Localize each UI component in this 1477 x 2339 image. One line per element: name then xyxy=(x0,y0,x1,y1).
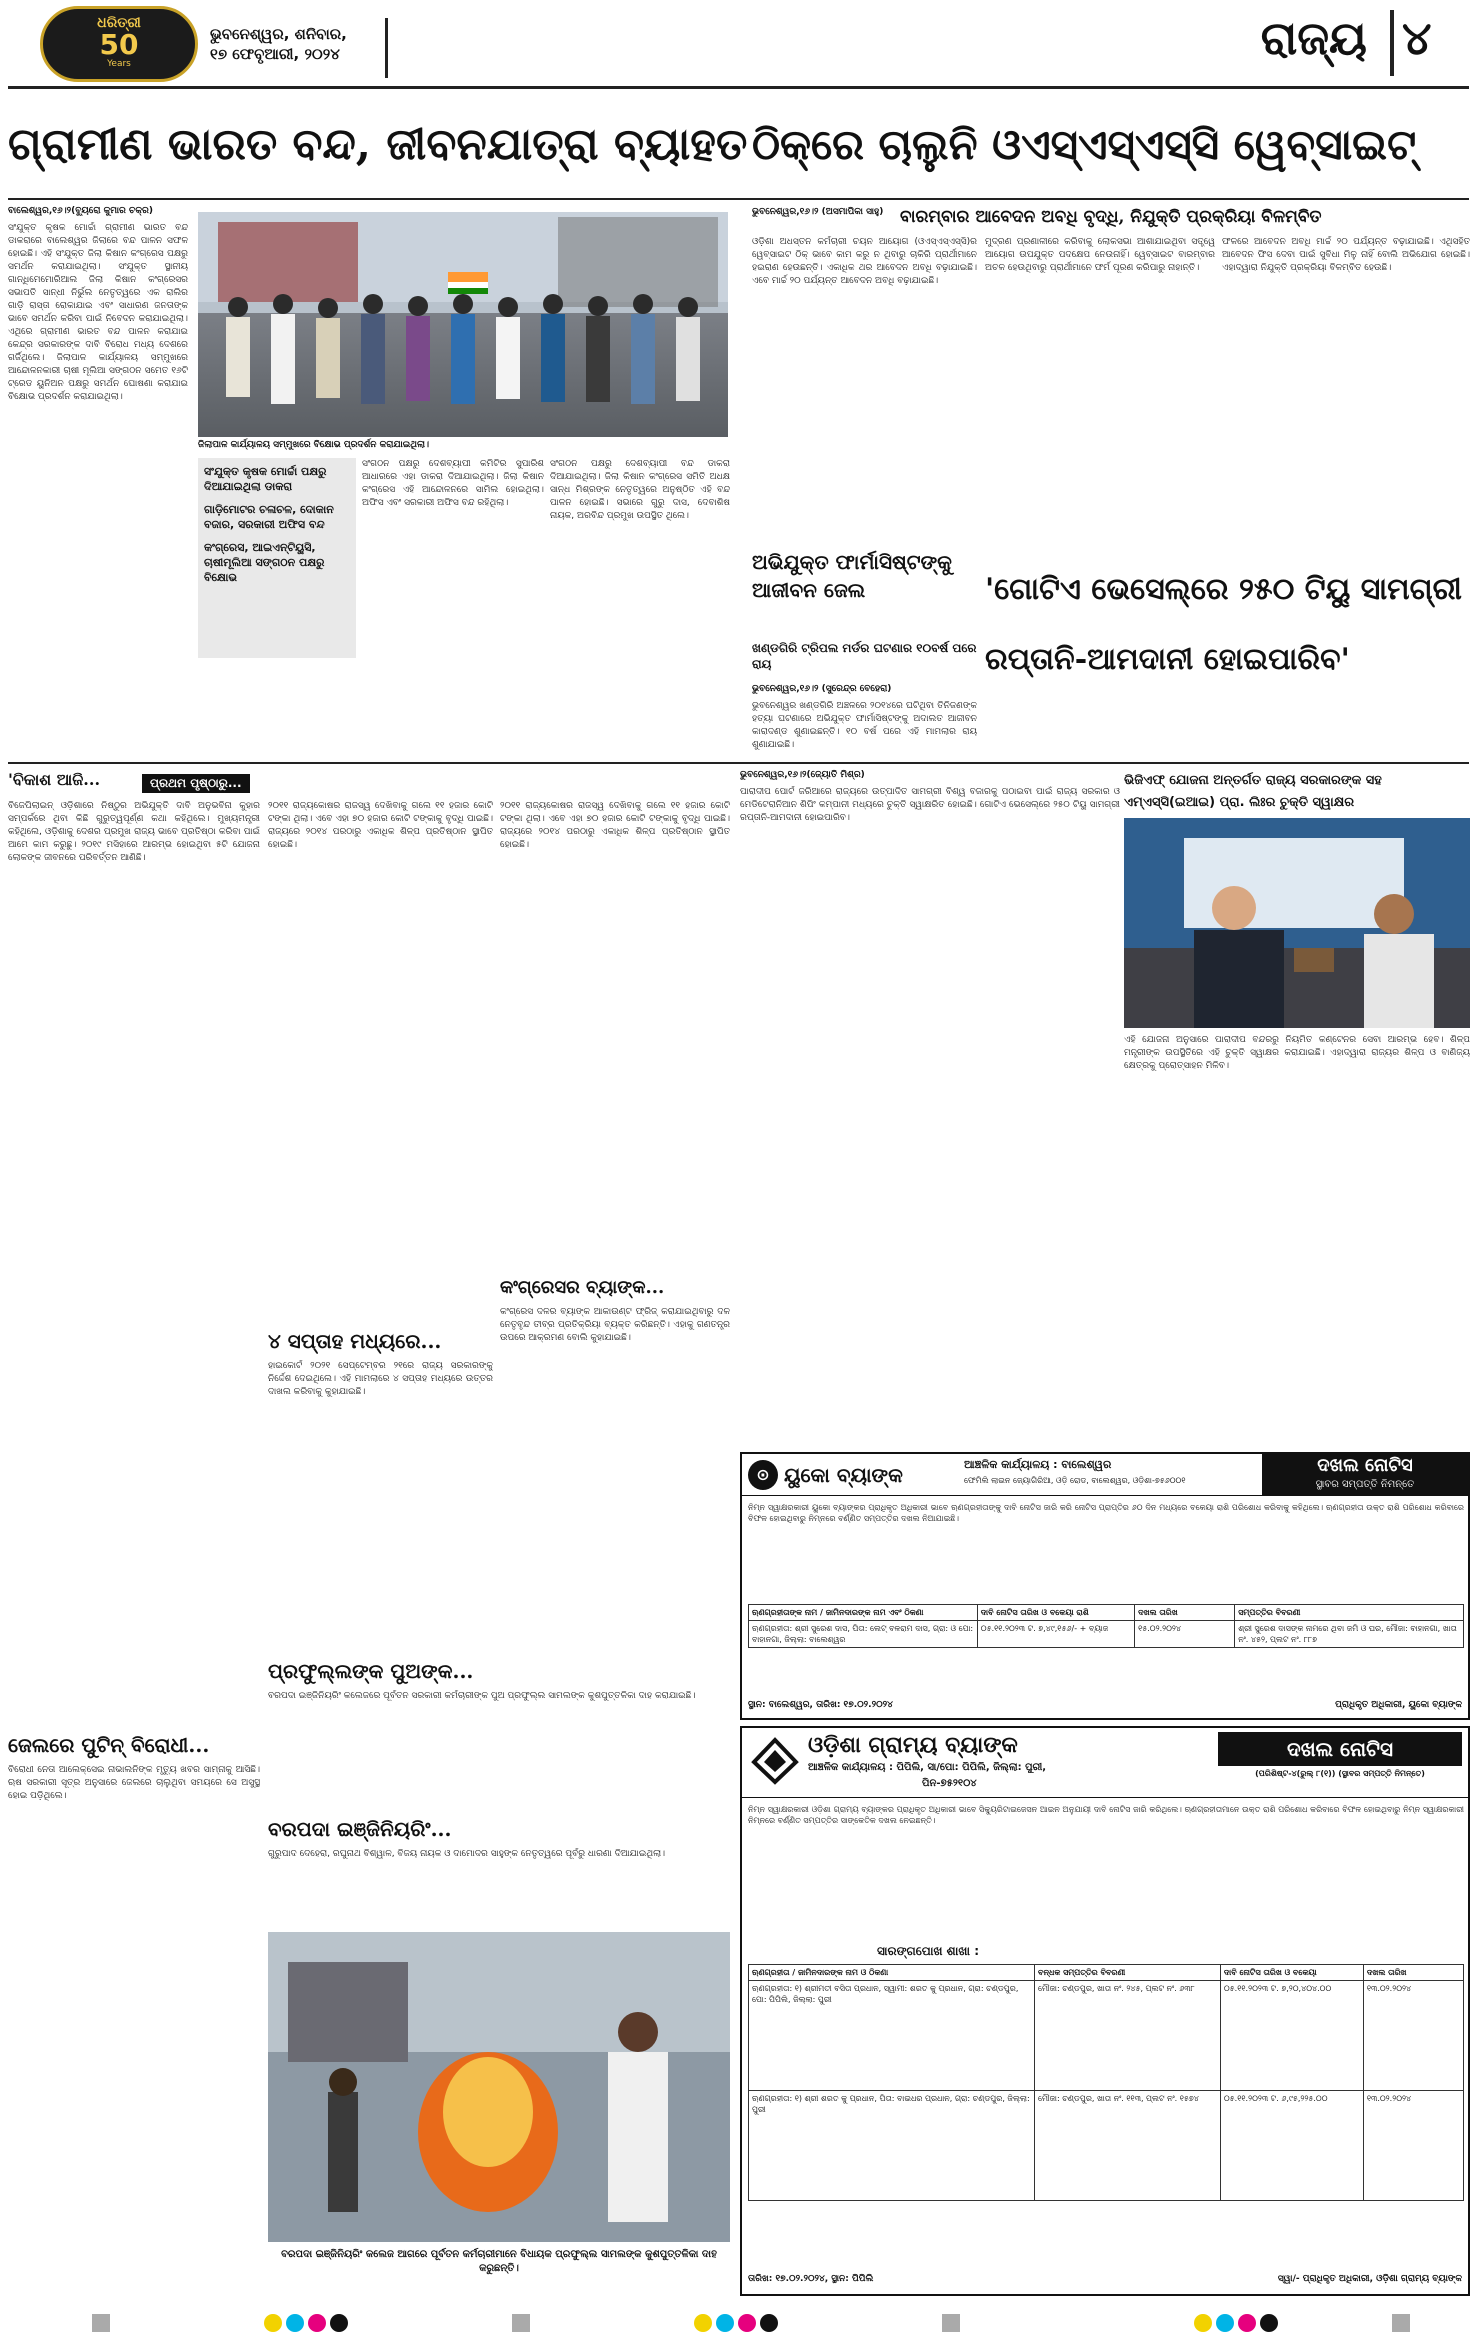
mid-rule xyxy=(8,762,1469,764)
mid-body-2: ହାଇକୋର୍ଟ ୨୦୨୧ ସେପ୍ଟେମ୍ବର ୨୧ରେ ରାଜ୍ୟ ସରକାରଙ୍କୁ ନିର୍ଦ୍ଦେଶ ଦେଇଥିଲେ। ଏହି ମାମଲାରେ ୪ ସପ୍ତାହ ମଧ୍ୟରେ ଉତ୍ତର ଦାଖଲ କରିବାକୁ କୁହାଯାଇଛି। xyxy=(268,1361,493,1397)
ogb-r2-possession: ୧୩.୦୨.୨୦୨୪ xyxy=(1363,2091,1463,2201)
vikas-body: ବିଜେପିଲାଇନ୍ ଓଡ଼ିଶାରେ ନିଷ୍ଠୁର ଅଭିଯୁକ୍ତି ଦାବି ଅନୁଭବିନା କୁହାର ସମ୍ପର୍କରେ ଥିବା କିଛି ଗୁରୁତ୍ୱପୂର୍ଣ୍ଣ କଥା କହିଥିଲେ। ମୁଖ୍ୟମନ୍ତ୍ରୀ କହିଥିଲେ, ଓଡ଼ିଶାକୁ ଦେଶର ପ୍ରମୁଖ ରାଜ୍ୟ ଭାବେ ପ୍ରତିଷ୍ଠା କରିବା ପାଇଁ ଆମେ କାମ କରୁଛୁ। ୨୦୧୯ ମସିହାରେ ଆରମ୍ଭ ହୋଇଥିବା ୫ଟି ଯୋଜନା ଲୋକଙ୍କ ଜୀବନରେ ପରିବର୍ତ୍ତନ ଆଣିଛି। xyxy=(8,801,260,863)
signing-illustration xyxy=(1124,818,1470,1028)
masthead-underline xyxy=(8,86,1469,89)
reg-square-4 xyxy=(1392,2314,1410,2332)
uco-address: ଫେମିଲି ଲାଇନ ଜ୍ୟୋଗିରିଆ, ଓଡ଼ି ରୋଡ, ବାଲେଶ୍ୱର, ଓଡ଼ିଶା-୭୫୬୦୦୧ xyxy=(964,1476,1186,1485)
effigy-photo xyxy=(268,1932,730,2242)
uco-th-property: ସମ୍ପତ୍ତିର ବିବରଣୀ xyxy=(1235,1605,1464,1621)
story2-headline: ଠିକ୍‌ରେ ଚାଲୁନି ଓଏସ୍‌ଏସ୍‌ଏସ୍‌ସି ୱେବ୍‌ସାଇଟ୍ xyxy=(752,120,1417,169)
story1-photo xyxy=(198,212,728,437)
dot-cyan xyxy=(1216,2314,1234,2332)
logo-years: 50 xyxy=(99,28,139,61)
ogb-r2-property: ମୌଜା: ଚଣ୍ଡପୁର, ଖାତା ନଂ. ୧୧୩, ପ୍ଲଟ ନଂ. ୧୫୭୪ xyxy=(1035,2091,1221,2201)
story3-subhead: ଖଣ୍ଡଗିରି ଟ୍ରିପଲ ମର୍ଡର ଘଟଣାର ୧୦ବର୍ଷ ପରେ ରାୟ xyxy=(752,641,977,671)
story1-body-left: ସଂଯୁକ୍ତ କୃଷକ ମୋର୍ଚ୍ଚା ଗ୍ରାମୀଣ ଭାରତ ବନ୍ଦ ଡାକରାରେ ବାଲେଶ୍ୱର ଜିଲାରେ ବନ୍ଦ ପାଳନ ସଫଳ ହୋଇଛି। ଏହି ସଂଯୁକ୍ତ ଜିଲା କିଷାନ କଂଗ୍ରେସ ପକ୍ଷରୁ ସମର୍ଥନ କରାଯାଇଥିଲା। ସଂଯୁକ୍ତ ସ୍ଥାନୀୟ ଗାନ୍ଧିମେମୋରିଆଲ ଜିଲା କିଷାନ କଂଗ୍ରେସର ସଭାପତି ସାନ୍ଧୀ ନିର୍ଭୁଲ ନେତୃତ୍ୱରେ ଏକ ରାଲିର ଗାଡ଼ି ରାସ୍ତା ରୋକାଯାଇ ଏବଂ ସାଧାରଣ ଜନତାଙ୍କ ଭାବେ ସମର୍ଥନ କରିବା ପାଇଁ ନିବେଦନ କରାଯାଇଥିଲା। ଏଥିରେ ଗ୍ରାମୀଣ ଭାରତ ବନ୍ଦ ପାଳନ କରାଯାଇ କେନ୍ଦ୍ର ସରକାରଙ୍କ ଦାବି ବିରୋଧ ମଧ୍ୟ ଦେଶରେ ଗର୍ଜିଥିଲେ। ଜିଲାପାଳ କାର୍ଯ୍ୟାଳୟ ସମ୍ମୁଖରେ ଆନ୍ଦୋଳନକାରୀ ଚାଷୀ ମୂଲିଆ ସଙ୍ଗଠନ ସମେତ ୧୬ଟି ଟ୍ରେଡ ୟୁନିଅନ ପକ୍ଷରୁ ସମର୍ଥନ ଘୋଷଣା କରାଯାଇ ବିକ୍ଷୋଭ ପ୍ରଦର୍ଶନ କରାଯାଇଥିଲା। xyxy=(8,223,188,402)
uco-notice-title-box xyxy=(1262,1454,1468,1496)
story3-dateline: ଭୁବନେଶ୍ୱର,୧୬।୨ (ସୁରେନ୍ଦ୍ର ବେହେରା) xyxy=(752,684,892,694)
ogb-r1-borrower: ଋଣଗ୍ରହୀତା: ୧) ଶ୍ରୀମତୀ ବସିତା ପ୍ରଧାନ, ସ୍ୱାମୀ: ଶରତ କୁ ପ୍ରଧାନ, ଗ୍ରା: ଚଣ୍ଡପୁର, ପୋ: ପିପିଲି, ଜିଲ୍ଲା: ପୁରୀ xyxy=(749,1981,1035,2091)
logo-badge xyxy=(40,6,198,82)
story4-body-2: ଏହି ଯୋଜନା ଅନୁସାରେ ପାରାଦୀପ ବନ୍ଦରରୁ ନିୟମିତ କଣ୍ଟେନର ସେବା ଆରମ୍ଭ ହେବ। ଶିଳ୍ପ ମନ୍ତ୍ରୀଙ୍କ ଉପସ୍ଥିତିରେ ଏହି ଚୁକ୍ତି ସ୍ୱାକ୍ଷର କରାଯାଇଛି। ଏହାଦ୍ୱାରା ରାଜ୍ୟର ଶିଳ୍ପ ଓ ବାଣିଜ୍ୟ କ୍ଷେତ୍ରକୁ ପ୍ରୋତ୍ସାହନ ମିଳିବ। xyxy=(1124,1035,1470,1071)
uco-td-borrower: ଋଣଗ୍ରହୀତା: ଶ୍ରୀ ସୁରେଶ ଦାସ, ପିତା: ଲେଟ୍ ବଳରାମ ଦାସ, ଗ୍ରା: ଓ ପୋ: ବାହାନଗା, ଜିଲ୍ଲା: ବାଲେଶ୍ୱର xyxy=(749,1621,978,1648)
masthead-date xyxy=(210,24,410,64)
ogb-office: ଆଞ୍ଚଳିକ କାର୍ଯ୍ୟାଳୟ : ପିପିଲି, ସା/ପୋ: ପିପିଲି, ଜିଲ୍ଲା: ପୁରୀ, xyxy=(808,1762,1047,1773)
uco-body: ନିମ୍ନ ସ୍ୱାକ୍ଷରକାରୀ ୟୁକୋ ବ୍ୟାଙ୍କର ପ୍ରାଧିକୃତ ଅଧିକାରୀ ଭାବେ ଋଣଗ୍ରହୀତାଙ୍କୁ ଦାବି ନୋଟିସ ଜାରି କରି ନୋଟିସ ପ୍ରାପ୍ତିର ୬୦ ଦିନ ମଧ୍ୟରେ ବକେୟା ରାଶି ପରିଶୋଧ କରିବାକୁ କହିଥିଲେ। ଋଣଗ୍ରହୀତା ଉକ୍ତ ରାଶି ପରିଶୋଧ କରିବାରେ ବିଫଳ ହୋଇଥିବାରୁ ନିମ୍ନରେ ବର୍ଣ୍ଣିତ ସମ୍ପତ୍ତିର ଦଖଲ ନିଆଯାଇଛି। xyxy=(748,1503,1464,1523)
ogb-header xyxy=(742,1728,1468,1798)
continued-col3: ୨୦୧୧ ରାଜ୍ୟକୋଷର ରାଜସ୍ୱ ଦେଖିବାକୁ ଗଲେ ୧୧ ହଜାର କୋଟି ଟଙ୍କା ଥିଲା। ଏବେ ଏହା ୭୦ ହଜାର କୋଟି ଟଙ୍କାକୁ ବୃଦ୍ଧି ପାଇଛି। ରାଜ୍ୟରେ ୨୦୧୪ ପରଠାରୁ ଏକାଧିକ ଶିଳ୍ପ ପ୍ରତିଷ୍ଠାନ ସ୍ଥାପିତ ହୋଇଛି। xyxy=(500,801,730,850)
ogb-table xyxy=(748,1964,1464,2201)
ogb-th-possession: ଦଖଲ ତାରିଖ xyxy=(1363,1965,1463,1981)
story1-dateline: ବାଲେଶ୍ୱର,୧୬।୨(ବ୍ୟୁରୋ କୁମାର ଚକ୍ର) xyxy=(8,206,153,216)
uco-notice-sub: ସ୍ଥାବର ସମ୍ପତ୍ତି ନିମନ୍ତେ xyxy=(1315,1479,1415,1490)
story4-headline-line2: ରପ୍ତାନି-ଆମଦାନୀ ହୋଇପାରିବ' xyxy=(985,642,1350,677)
story1-highlight-box xyxy=(198,458,356,658)
story4-body: ପାରାଦୀପ ପୋର୍ଟ ଜରିଆରେ ରାଜ୍ୟରେ ଉତ୍ପାଦିତ ସାମଗ୍ରୀ ବିଶ୍ୱ ବଜାରକୁ ପଠାଇବା ପାଇଁ ରାଜ୍ୟ ସରକାର ଓ ମେଡିଟେରାନିଆନ ଶିପିଂ କମ୍ପାନୀ ମଧ୍ୟରେ ଚୁକ୍ତି ସ୍ୱାକ୍ଷରିତ ହୋଇଛି। ଗୋଟିଏ ଭେସେଲ୍‌ରେ ୨୫୦ ଟିୟୁ ସାମଗ୍ରୀ ରପ୍ତାନି-ଆମଦାନୀ ହୋଇପାରିବ। xyxy=(740,787,1120,823)
uco-notice-title: ଦଖଲ ନୋଟିସ xyxy=(1317,1455,1413,1476)
reg-square-2 xyxy=(512,2314,530,2332)
dot-black xyxy=(1260,2314,1278,2332)
color-dots-3 xyxy=(1192,2314,1280,2336)
jail-head: ଜେଲରେ ପୁଟିନ୍ ବିରୋଧୀ... xyxy=(8,1733,210,1757)
dot-magenta xyxy=(1238,2314,1256,2332)
story2-body-2: ମୁଦ୍ରଣ ପ୍ରଣାଳୀରେ କରିବାକୁ ଲୋକସଭା ଆଶାଯାଇଥିବା ସତ୍ତ୍ୱେ ଆୟୋଗ ଉପଯୁକ୍ତ ପଦକ୍ଷେପ ନେଉନାହିଁ। ୱେବ୍‌ସାଇଟ ବାରମ୍ବାର ଅଚଳ ହେଉଥିବାରୁ ପ୍ରାର୍ଥୀମାନେ ଫର୍ମ ପୂରଣ କରିପାରୁ ନାହାନ୍ତି। xyxy=(985,237,1215,273)
section-divider xyxy=(1390,10,1394,76)
barpada-head: ବରପଦା ଇଞ୍ଜିନିୟରିଂ... xyxy=(268,1817,452,1841)
ogb-th-property: ବନ୍ଧକ ସମ୍ପତ୍ତିର ବିବରଣୀ xyxy=(1035,1965,1221,1981)
barpada-body: ଗୁରୁପାଦ ଦେହେରା, ରଘୁନାଥ ବିଶ୍ୱାଳ, ବିଜୟ ନାୟକ ଓ ଦାମୋଦର ସାହୁଙ୍କ ନେତୃତ୍ୱରେ ପୂର୍ବରୁ ଧାରଣା ଦିଆଯାଇଥିଲା। xyxy=(268,1849,666,1859)
signing-photo xyxy=(1124,818,1470,1028)
vikas-head: 'ବିକାଶ ଆଜି... xyxy=(8,770,101,789)
congress-body: କଂଗ୍ରେସ ଦଳର ବ୍ୟାଙ୍କ ଆକାଉଣ୍ଟ ଫ୍ରିଜ୍ କରାଯାଇଥିବାରୁ ଦଳ ନେତୃବୃନ୍ଦ ତୀବ୍ର ପ୍ରତିକ୍ରିୟା ବ୍ୟକ୍ତ କରିଛନ୍ତି। ଏହାକୁ ଗଣତନ୍ତ୍ର ଉପରେ ଆକ୍ରମଣ ବୋଲି କୁହାଯାଇଛି। xyxy=(500,1307,730,1343)
reg-square-1 xyxy=(92,2314,110,2332)
uco-td-possession: ୧୫.୦୨.୨୦୨୪ xyxy=(1135,1621,1235,1648)
story2-body: ଓଡ଼ିଶା ଅଧସ୍ତନ କର୍ମଚାରୀ ଚୟନ ଆୟୋଗ (ଓଏସ୍‌ଏସ୍‌ଏସ୍‌ସି)ର ୱେବ୍‌ସାଇଟ ଠିକ୍ ଭାବେ କାମ କରୁ ନ ଥିବାରୁ ଚାକିରି ପ୍ରାର୍ଥୀମାନେ ହଇରାଣ ହେଉଛନ୍ତି। ଏକାଧିକ ଥର ଆବେଦନ ଅବଧି ବଢ଼ାଯାଇଛି। ଏବେ ମାର୍ଚ୍ଚ ୨୦ ପର୍ଯ୍ୟନ୍ତ ଆବେଦନ ଅବଧି ବଢ଼ାଯାଇଛି। xyxy=(752,237,977,286)
uco-td-property: ଶ୍ରୀ ସୁରେଶ ଦାସଙ୍କ ନାମରେ ଥିବା ଜମି ଓ ଘର, ମୌଜା: ବାହାନଗା, ଖାତା ନଂ. ୪୫୨, ପ୍ଲଟ ନଂ. ୮୮୭ xyxy=(1235,1621,1464,1648)
uco-th-possession: ଦଖଲ ତାରିଖ xyxy=(1135,1605,1235,1621)
masthead-divider xyxy=(385,18,388,78)
registration-marks xyxy=(0,2310,1477,2336)
headline-rule xyxy=(8,198,1469,200)
dot-cyan xyxy=(716,2314,734,2332)
uco-th-borrower: ଋଣଗ୍ରହୀତାଙ୍କ ନାମ / ଜାମିନଦାରଙ୍କ ନାମ ଏବଂ ଠିକଣା xyxy=(749,1605,978,1621)
date: ୧୭ ଫେବୃଆରୀ, ୨୦୨୪ xyxy=(210,45,340,63)
highlight-item-3: କଂଗ୍ରେସ, ଆଇଏନ୍‌ଟିୟୁସି, ଚାଷୀମୂଲିଆ ସଙ୍ଗଠନ ପକ୍ଷରୁ ବିକ୍ଷୋଭ xyxy=(204,541,325,584)
uco-footer-sign: ପ୍ରାଧିକୃତ ଅଧିକାରୀ, ୟୁକୋ ବ୍ୟାଙ୍କ xyxy=(1335,1700,1462,1710)
story2-body-3: ଫଳରେ ଆବେଦନ ଅବଧି ମାର୍ଚ୍ଚ ୨୦ ପର୍ଯ୍ୟନ୍ତ ବଢ଼ାଯାଇଛି। ଏଥିସହିତ ଆବେଦନ ଫିସ ଦେବା ପାଇଁ ସୁବିଧା ମିଳୁ ନାହିଁ ବୋଲି ଅଭିଯୋଗ ହୋଇଛି। ଏହାଦ୍ୱାରା ନିଯୁକ୍ତି ପ୍ରକ୍ରିୟା ବିଳମ୍ବିତ ହେଉଛି। xyxy=(1222,237,1470,273)
story4-dateline: ଭୁବନେଶ୍ୱର,୧୬।୨(ଜ୍ୟୋତି ମିଶ୍ର) xyxy=(740,770,865,780)
ogb-footer-date: ତାରିଖ: ୧୭.୦୨.୨୦୨୪, ସ୍ଥାନ: ପିପିଲି xyxy=(748,2274,874,2284)
continued-mid-body: ୨୦୧୧ ରାଜ୍ୟକୋଷର ରାଜସ୍ୱ ଦେଖିବାକୁ ଗଲେ ୧୧ ହଜାର କୋଟି ଟଙ୍କା ଥିଲା। ଏବେ ଏହା ୭୦ ହଜାର କୋଟି ଟଙ୍କାକୁ ବୃଦ୍ଧି ପାଇଛି। ରାଜ୍ୟରେ ୨୦୧୪ ପରଠାରୁ ଏକାଧିକ ଶିଳ୍ପ ପ୍ରତିଷ୍ଠାନ ସ୍ଥାପିତ ହୋଇଛି। xyxy=(268,801,493,850)
section-title: ରାଜ୍ୟ xyxy=(1260,11,1367,65)
ogb-notice xyxy=(740,1726,1470,2296)
jail-body: ବିରୋଧୀ ନେତା ଆଲେକ୍ସେଇ ନାଭାଲନିଙ୍କ ମୃତ୍ୟୁ ଖବର ସାମ୍ନାକୁ ଆସିଛି। ଋଷ ସରକାରୀ ସୂତ୍ର ଅନୁସାରେ ଜେଲରେ ଚାଲୁଥିବା ସମୟରେ ସେ ଅସୁସ୍ଥ ହୋଇ ପଡ଼ିଥିଲେ। xyxy=(8,1765,260,1801)
ogb-notice-title: ଦଖଲ ନୋଟିସ xyxy=(1218,1732,1462,1766)
ogb-notice-title-box xyxy=(1212,1728,1468,1798)
uco-bank-name: ୟୁକୋ ବ୍ୟାଙ୍କ xyxy=(784,1463,903,1487)
congress-head: କଂଗ୍ରେସର ବ୍ୟାଙ୍କ... xyxy=(500,1277,665,1298)
mid-head: ୪ ସପ୍ତାହ ମଧ୍ୟରେ... xyxy=(268,1329,442,1353)
highlight-item-1: ସଂଯୁକ୍ତ କୃଷକ ମୋର୍ଚ୍ଚା ପକ୍ଷରୁ ଦିଆଯାଇଥିଲା ଡାକରା xyxy=(204,465,327,493)
story1-photo-caption: ଜିଲାପାଳ କାର୍ଯ୍ୟାଳୟ ସମ୍ମୁଖରେ ବିକ୍ଷୋଭ ପ୍ରଦର୍ଶନ କରାଯାଇଥିଲା। xyxy=(198,440,430,450)
prafulla-body: ବରପଦା ଇଞ୍ଜିନିୟରିଂ କଲେଜରେ ପୂର୍ବତନ ସରକାରୀ କର୍ମଚାରୀଙ୍କ ପୁଅ ପ୍ରଫୁଲ୍ଲ ସାମଲଙ୍କ କୁଶପୁତ୍ତଳିକା ଦାହ କରାଯାଇଛି। xyxy=(268,1691,696,1701)
story4-headline-line1: 'ଗୋଟିଏ ଭେସେଲ୍‌ରେ ୨୫୦ ଟିୟୁ ସାମଗ୍ରୀ xyxy=(985,572,1462,607)
uco-header xyxy=(742,1454,1468,1496)
effigy-caption: ବରପଦା ଇଞ୍ଜିନିୟରିଂ କଲେଜ ଆଗରେ ପୂର୍ବତନ କର୍ମଚାରୀମାନେ ବିଧାୟକ ପ୍ରଫୁଲ୍ଲ ସାମଲଙ୍କ କୁଶପୁତ୍ତଳିକା ଦାହ କରୁଛନ୍ତି। xyxy=(281,2249,717,2274)
story2-subhead: ବାରମ୍ବାର ଆବେଦନ ଅବଧି ବୃଦ୍ଧି, ନିଯୁକ୍ତି ପ୍ରକ୍ରିୟା ବିଳମ୍ବିତ xyxy=(900,207,1322,227)
ogb-footer-sign: ସ୍ୱା/- ପ୍ରାଧିକୃତ ଅଧିକାରୀ, ଓଡ଼ିଶା ଗ୍ରାମ୍ୟ ବ୍ୟାଙ୍କ xyxy=(1277,2274,1462,2284)
uco-table xyxy=(748,1604,1464,1648)
ogb-pin: ପିନ-୭୫୨୧୦୪ xyxy=(922,1778,977,1789)
ogb-notice-sub: (ପରିଶିଷ୍ଟ-୪(ରୁଲ୍ ୮(୧)) (ସ୍ଥାବର ସମ୍ପତ୍ତି ନିମନ୍ତେ) xyxy=(1255,1769,1425,1778)
place-day: ଭୁବନେଶ୍ୱର, ଶନିବାର, xyxy=(210,25,347,43)
ogb-r1-property: ମୌଜା: ଚଣ୍ଡପୁର, ଖାତା ନଂ. ୨୪୫, ପ୍ଲଟ ନଂ. ୬୩୮ xyxy=(1035,1981,1221,2091)
ogb-r2-demand: ୦୫.୧୧.୨୦୨୩ ଟ. ୬,୯୫,୨୨୫.୦୦ xyxy=(1220,2091,1363,2201)
dot-magenta xyxy=(738,2314,756,2332)
story4-kicker: ଭିଜିଏଫ୍ ଯୋଜନା ଅନ୍ତର୍ଗତ ରାଜ୍ୟ ସରକାରଙ୍କ ସହ ଏମ୍‌ଏସ୍‌ସି(ଇଆଇ) ପ୍ରା. ଲିଃର ଚୁକ୍ତି ସ୍ୱାକ୍ଷର xyxy=(1124,773,1382,810)
ogb-branch: ସାରଙ୍ଗପୋଖ ଶାଖା : xyxy=(876,1944,980,1958)
ogb-r2-borrower: ଋଣଗ୍ରହୀତା: ୧) ଶ୍ରୀ ଶରତ କୁ ପ୍ରଧାନ, ପିତା: ବାଇଧର ପ୍ରଧାନ, ଗ୍ରା: ଚଣ୍ଡପୁର, ଜିଲ୍ଲା: ପୁରୀ xyxy=(749,2091,1035,2201)
page-number: ୪ xyxy=(1402,11,1432,65)
ogb-bank-name: ଓଡ଼ିଶା ଗ୍ରାମ୍ୟ ବ୍ୟାଙ୍କ xyxy=(808,1732,1018,1758)
story1-body-mid: ସଂଗଠନ ପକ୍ଷରୁ ଦେଶବ୍ୟାପୀ କମିଟିର ସୁପାରିଶ ଆଧାରରେ ଏହା ଡାକରା ଦିଆଯାଇଥିଲା। ଜିଲା କିଷାନ କଂଗ୍ରେସ ଏହି ଆନ୍ଦୋଳନରେ ସାମିଲ ହୋଇଥିଲା। ଅଫିସ ଏବଂ ସରକାରୀ ଅଫିସ ବନ୍ଦ ରହିଥିଲା। xyxy=(362,459,544,508)
masthead xyxy=(0,0,1477,88)
story3-headline: ଅଭିଯୁକ୍ତ ଫାର୍ମାସିଷ୍ଟଙ୍କୁ ଆଜୀବନ ଜେଲ xyxy=(752,550,952,602)
dot-black xyxy=(330,2314,348,2332)
story1-headline: ଗ୍ରାମୀଣ ଭାରତ ବନ୍ଦ, ଜୀବନଯାତ୍ରା ବ୍ୟାହତ xyxy=(8,119,748,170)
dot-yellow xyxy=(264,2314,282,2332)
dot-magenta xyxy=(308,2314,326,2332)
uco-logo-icon: ⊙ xyxy=(748,1460,778,1490)
ogb-r1-possession: ୧୩.୦୨.୨୦୨୪ xyxy=(1363,1981,1463,2091)
ogb-logo-icon xyxy=(750,1736,800,1786)
protesters-illustration xyxy=(198,212,728,437)
dot-black xyxy=(760,2314,778,2332)
continued-tag xyxy=(142,772,250,793)
story2-dateline: ଭୁବନେଶ୍ୱର,୧୬।୨ (ଅସମାପିକା ସାହୁ) xyxy=(752,207,884,217)
dot-yellow xyxy=(1194,2314,1212,2332)
dot-yellow xyxy=(694,2314,712,2332)
reg-square-3 xyxy=(942,2314,960,2332)
dot-cyan xyxy=(286,2314,304,2332)
uco-td-demand: ୦୫.୧୧.୨୦୨୩ ଟ. ୭,୪୯,୧୫୬/- + ବ୍ୟାଜ xyxy=(977,1621,1134,1648)
effigy-illustration xyxy=(268,1932,730,2242)
ogb-body: ନିମ୍ନ ସ୍ୱାକ୍ଷରକାରୀ ଓଡ଼ିଶା ଗ୍ରାମ୍ୟ ବ୍ୟାଙ୍କର ପ୍ରାଧିକୃତ ଅଧିକାରୀ ଭାବେ ସିକ୍ୟୁରିଟାଇଜେସନ ଆଇନ ଅନୁଯାୟୀ ଦାବି ନୋଟିସ ଜାରି କରିଥିଲେ। ଋଣଗ୍ରହୀତାମାନେ ଉକ୍ତ ରାଶି ପରିଶୋଧ କରିବାରେ ବିଫଳ ହୋଇଥିବାରୁ ନିମ୍ନ ସ୍ୱାକ୍ଷରକାରୀ ନିମ୍ନରେ ବର୍ଣ୍ଣିତ ସମ୍ପତ୍ତିର ସାଙ୍କେତିକ ଦଖଲ ନେଇଛନ୍ତି। xyxy=(748,1805,1464,1825)
continued-tag-label: ପ୍ରଥମ ପୃଷ୍ଠାରୁ... xyxy=(142,774,250,793)
logo-sub: Years xyxy=(107,59,131,69)
uco-office: ଆଞ୍ଚଳିକ କାର୍ଯ୍ୟାଳୟ : ବାଲେଶ୍ୱର xyxy=(964,1458,1112,1471)
ogb-th-demand: ଦାବି ନୋଟିସ ତାରିଖ ଓ ବକେୟା xyxy=(1220,1965,1363,1981)
ogb-r1-demand: ୦୫.୧୧.୨୦୨୩ ଟ. ୭,୨୦,୪୦୪.୦୦ xyxy=(1220,1981,1363,2091)
uco-notice xyxy=(740,1452,1470,1720)
uco-th-demand: ଦାବି ନୋଟିସ ତାରିଖ ଓ ବକେୟା ରାଶି xyxy=(977,1605,1134,1621)
story1-body-right: ସଂଗଠନ ପକ୍ଷରୁ ଦେଶବ୍ୟାପୀ ବନ୍ଦ ଡାକରା ଦିଆଯାଇଥିଲା। ଜିଲା କିଷାନ କଂଗ୍ରେସ ସମିତି ଅଧକ୍ଷ ସାନ୍ଧ ମିଶ୍ରଙ୍କ ନେତୃତ୍ୱରେ ଅନୁଷ୍ଠିତ ଏହି ବନ୍ଦ ପାଳନ ହୋଇଛି। ସଭାରେ ଗୁରୁ ଦାସ, ଦେବାଶିଷ ନାୟକ, ଅରବିନ୍ଦ ପ୍ରମୁଖ ଉପସ୍ଥିତ ଥିଲେ। xyxy=(550,459,730,521)
ogb-th-borrower: ଋଣଗ୍ରହୀତା / ଜାମିନଦାରଙ୍କ ନାମ ଓ ଠିକଣା xyxy=(749,1965,1035,1981)
prafulla-head: ପ୍ରଫୁଲ୍ଲଙ୍କ ପୁଅଙ୍କ... xyxy=(268,1659,474,1683)
uco-footer-place: ସ୍ଥାନ: ବାଲେଶ୍ୱର, ତାରିଖ: ୧୭.୦୨.୨୦୨୪ xyxy=(748,1700,893,1710)
highlight-item-2: ଗାଡ଼ିମୋଟର ଚଳାଚଳ, ଦୋକାନ ବଜାର, ସରକାରୀ ଅଫିସ ବନ୍ଦ xyxy=(204,503,334,531)
color-dots-1 xyxy=(262,2314,350,2336)
story3-body: ଭୁବନେଶ୍ୱର ଖଣ୍ଡଗିରି ଅଞ୍ଚଳରେ ୨୦୧୪ରେ ଘଟିଥିବା ତିନିଜଣଙ୍କ ହତ୍ୟା ଘଟଣାରେ ଅଭିଯୁକ୍ତ ଫାର୍ମାସିଷ୍ଟଙ୍କୁ ଅଦାଲତ ଆଜୀବନ କାରାଦଣ୍ଡ ଶୁଣାଇଛନ୍ତି। ୧୦ ବର୍ଷ ପରେ ଏହି ମାମଲାର ରାୟ ଶୁଣାଯାଇଛି। xyxy=(752,701,977,750)
color-dots-2 xyxy=(692,2314,780,2336)
logo-word: ଧରିତ୍ରୀ xyxy=(97,15,141,31)
